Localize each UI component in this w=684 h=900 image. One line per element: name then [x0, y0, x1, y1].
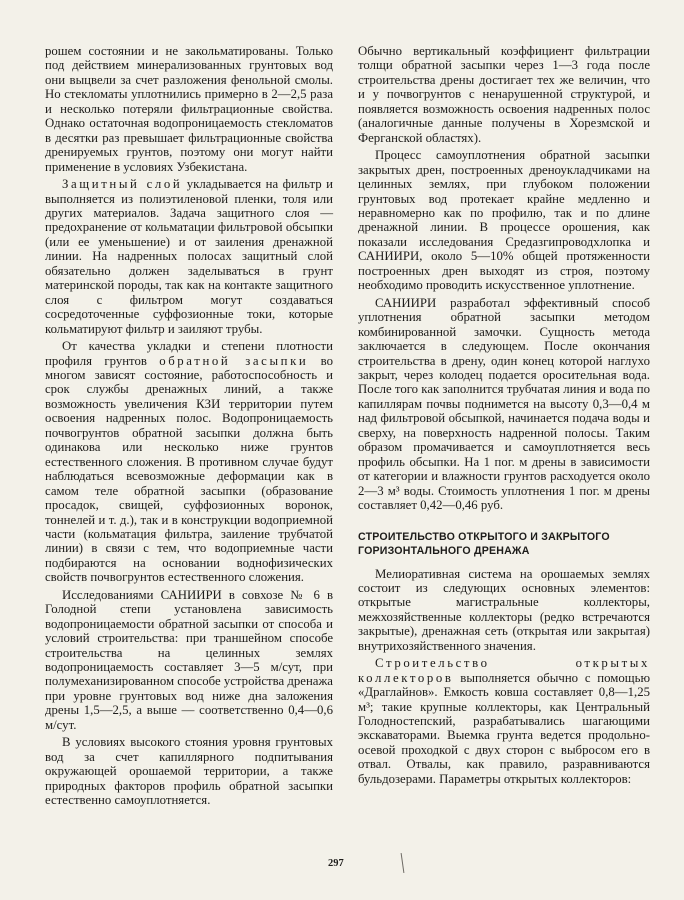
paragraph: [45, 339, 333, 585]
paragraph: Исследованиями САНИИРИ в совхозе № 6 в Голодной степи установлена зависимость водопроницаемости обратной засыпки от способа и условий строительства: при траншейном способе строительства на целинных землях водопроницаемость составляет 3—5 м/сут, при полумеханизированном способе устройства дренажа при уровне грунтовых вод ниже дна заложения дрены 1,5—2,5, а выше — соответственно 0,4—0,6 м/сут.: [45, 587, 333, 732]
paragraph: [45, 177, 333, 336]
pencil-mark: [401, 853, 405, 873]
section-heading: СТРОИТЕЛЬСТВО ОТКРЫТОГО И ЗАКРЫТОГО ГОРИЗОНТАЛЬНОГО ДРЕНАЖА: [358, 530, 610, 557]
paragraph: рошем состоянии и не закольматированы. Только под действием минерализованных грунтовых вод они выцвели за счет разложения фенольной смолы. Но стекломаты уплотнились примерно в 2—2,5 раза и несколько потеряли фильтрационные свойства. Однако остаточная водопроницаемость стекломатов в десятки раз превышает фильтрационные свойства дренируемых грунтов, поэтому они могут найти применение в условиях Узбекистана.: [45, 44, 333, 174]
paragraph: В условиях высокого стояния уровня грунтовых вод за счет капиллярного подпитывания окружающей орошаемой территории, а также природных факторов профиль обратной засыпки естественно самоуплотняется.: [45, 735, 333, 808]
paragraph-text: укладывается на фильтр и выполняется из полиэтиленовой пленки, толя или других материалов. Задача защитного слоя — предохранение от кольматации фильтровой обсыпки (или ее уменьшение) и от заиления дренажной линии. На надренных полосах защитный слой обязательно должен заделываться в грунт материнской породы, так как на контакте защитного слоя с фильтром могут создаваться сосредоточенные суффозионные токи, которые кольматируют фильтр и заиляют трубы.: [45, 177, 333, 336]
paragraph: Обычно вертикальный коэффициент фильтрации толщи обратной засыпки через 1—3 года после строительства дрены достигает тех же величин, что и у почвогрунтов с ненарушенной структурой, и появляется возможность освоения надренных полос (аналогичные данные получены в Хорезмской и Ферганской областях).: [358, 44, 650, 145]
paragraph: Мелиоративная система на орошаемых землях состоит из следующих основных элементов: открытые магистральные коллекторы, межхозяйственные коллекторы (редко встречаются закрытые), дренажная сеть (открытая или закрытая) внутрихозяйственного значения.: [358, 566, 650, 653]
spaced-term: Защитный слой: [62, 177, 183, 192]
left-column: [45, 44, 333, 808]
spaced-term: обратной засыпки: [159, 353, 309, 368]
spaced-term: Строительство открытых коллекторов: [358, 656, 650, 685]
page-number: 297: [328, 858, 344, 869]
paragraph-text: От качества укладки и степени плотности профиля грунтов: [45, 339, 333, 368]
paragraph: САНИИРИ разработал эффективный способ уплотнения обратной засыпки методом комбинированной замочки. Сущность метода заключается в следующем. После окончания строительства в дрену, один конец которой наглухо закрыт, через колодец подается оросительная вода. После того как заполнится трубчатая линия и вода по капиллярам почвы поднимется на высоту 0,3—0,4 м над фильтровой обсыпкой, начинается подача воды и сверху, на поверхность надренной полосы. Таким образом промачивается и самоуплотняется весь профиль обсыпки. На 1 пог. м дрены в зависимости от категории и влажности грунтов расходуется около 2—3 м³ воды. Стоимость уплотнения 1 пог. м дрены составляет 0,42—0,46 руб.: [358, 295, 650, 513]
paragraph: [358, 656, 650, 786]
paragraph: Процесс самоуплотнения обратной засыпки закрытых дрен, построенных дреноукладчиками на целинных землях, при глубоком положении грунтовых вод протекает крайне медленно и неравномерно как по профилю, так и по длине дренажной линии. В процессе орошения, как показали исследования Средазгипроводхлопка и САНИИРИ, около 5—10% общей протяженности построенных дрен выходят из строя, поэтому необходимо проводить искусственное уплотнение.: [358, 148, 650, 293]
right-column: [358, 44, 650, 786]
paragraph-text: выполняется обычно с помощью «Драглайнов». Емкость ковша составляет 0,8—1,25 м³; такие крупные коллекторы, как Центральный Голодностепский, разрабатывались шагающими экскаваторами. Выемка грунта ведется продольно-осевой проходкой с двух сторон с выбросом его в отвал. Отвалы, как правило, разравниваются бульдозерами. Параметры открытых коллекторов:: [358, 670, 650, 786]
paragraph-text: во многом зависят состояние, работоспособность и срок службы дренажных линий, а также возможность увеличения КЗИ территории путем освоения надренных полос. Водопроницаемость почвогрунтов обратной засыпки должна быть одинакова или несколько ниже грунтов естественного сложения. В противном случае будут наблюдаться всевозможные деформации как в самом теле обратной засыпки (образование просадок, свищей, суффозионных воронок, тоннелей и т. д.), так и в конструкции водоприемной части (кольматация фильтра, заиление трубчатой линии) в связи с тем, что водоприемные части подбираются на основании воднофизических свойств почвогрунтов естественного сложения.: [45, 353, 333, 585]
